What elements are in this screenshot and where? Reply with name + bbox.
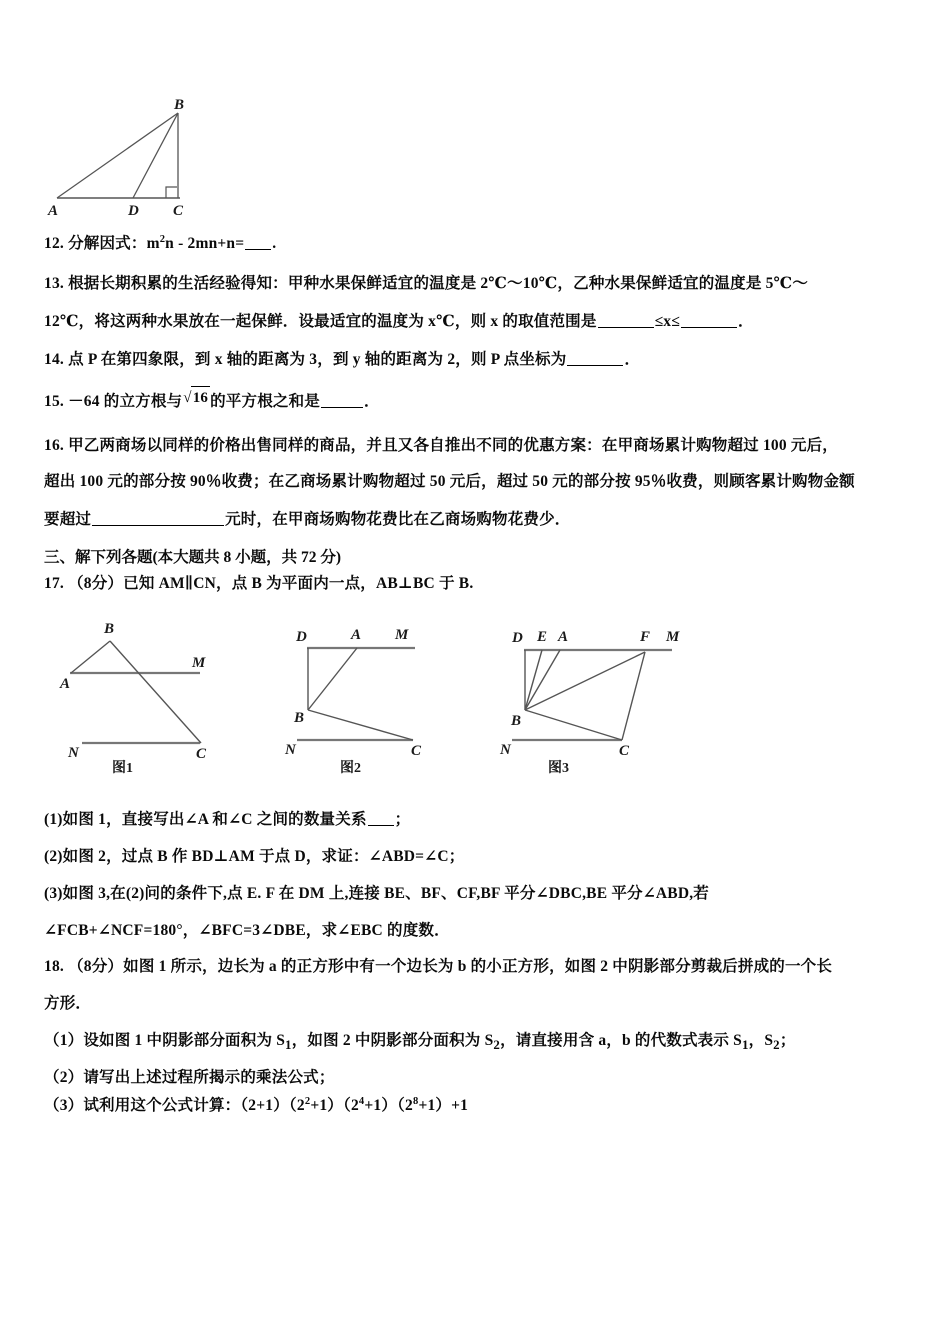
- q13-blank-lower: [598, 327, 654, 328]
- q12-expr-sup: 2: [159, 233, 166, 245]
- q18-p1-sub3: 1: [741, 1037, 749, 1053]
- q18-p1c: ，请直接用含 a，b 的代数式表示 S: [500, 1032, 742, 1049]
- q17-part1-blank: [368, 825, 394, 826]
- figure-3-caption: 图3: [548, 761, 569, 776]
- question-16-line-1: [44, 434, 838, 458]
- q13-number: 13.: [44, 275, 64, 292]
- figure-1-caption: 图1: [112, 761, 133, 776]
- q17-part1-tail: ；: [394, 811, 411, 828]
- q12-expr-base: m: [146, 235, 160, 252]
- q12-blank: [245, 249, 271, 250]
- label-A: A: [48, 203, 59, 219]
- figure3-label-D: D: [512, 630, 523, 646]
- question-14: [44, 348, 640, 372]
- q13-line1: 根据长期积累的生活经验得知：甲种水果保鲜适宜的温度是 2℃～10℃，乙种水果保鲜适宜的温度是 5℃～: [68, 275, 809, 292]
- q13-line2a: 12℃，将这两种水果放在一起保鲜．设最适宜的温度为 x℃，则 x 的取值范围是: [44, 313, 597, 330]
- figure1-label-N: N: [68, 745, 79, 761]
- q13-line2mid: ≤x≤: [654, 313, 680, 330]
- q18-p1a: （1）设如图 1 中阴影部分面积为 S: [44, 1032, 286, 1049]
- q17-number: 17.: [44, 575, 64, 592]
- figure2-label-N: N: [285, 742, 296, 758]
- figure-2-perpendicular-bd: [285, 615, 500, 759]
- q12-expr-rest: n - 2mn+n=: [165, 235, 245, 252]
- label-D: D: [128, 203, 139, 219]
- q12-period: .: [272, 235, 277, 252]
- figure3-label-M: M: [666, 629, 680, 645]
- q15-text-b: 的平方根之和是: [210, 393, 320, 410]
- question-17-part-1: [44, 808, 410, 832]
- q18-p1d: ，S: [748, 1032, 774, 1049]
- figure2-label-B: B: [294, 710, 305, 726]
- question-18-part-1: [44, 1029, 796, 1055]
- q18-p1e: ；: [779, 1032, 796, 1049]
- figure3-label-A: A: [558, 629, 569, 645]
- figure2-label-M: M: [395, 627, 409, 643]
- question-12: [44, 232, 276, 256]
- q18-p3-sup3: 8: [412, 1095, 419, 1107]
- q14-text: 点 P 在第四象限，到 x 轴的距离为 3，到 y 轴的距离为 2，则 P 点坐标为: [68, 351, 567, 368]
- q17-part1-text: (1)如图 1，直接写出∠A 和∠C 之间的数量关系: [44, 811, 367, 828]
- q15-number: 15.: [44, 393, 64, 410]
- q18-p3-sup1: 2: [304, 1095, 311, 1107]
- question-13-line-2: [44, 310, 754, 334]
- figure-triangle-abc: [40, 98, 260, 223]
- figure1-label-M: M: [192, 655, 206, 671]
- q18-number: 18.: [44, 958, 64, 975]
- figure2-label-A: A: [351, 627, 362, 643]
- q18-p3a: （3）试利用这个公式计算：（2+1）（2: [44, 1097, 305, 1114]
- question-17-stem: [44, 572, 473, 596]
- q15-radicand: 16: [191, 386, 210, 410]
- question-18-line-2: 方形．: [44, 995, 92, 1012]
- figure2-label-D: D: [296, 629, 307, 645]
- q16-line2: 超出 100 元的部分按 90％收费；在乙商场累计购物超过 50 元后，超过 50 元的部分按 95％收费，则顾客累计购物金额: [44, 473, 855, 490]
- label-C: C: [173, 203, 184, 219]
- q18-p3c: +1）（2: [364, 1097, 413, 1114]
- q15-text-a: －64 的立方根与: [68, 393, 183, 410]
- q14-period: ．: [624, 351, 641, 368]
- q18-p3d: +1）+1: [418, 1097, 469, 1114]
- figure3-label-B: B: [511, 713, 522, 729]
- q18-p3-sup2: 4: [358, 1095, 365, 1107]
- question-16-line-3: [44, 508, 571, 532]
- question-16-line-2: [44, 470, 855, 494]
- q12-text: 分解因式：: [68, 235, 147, 252]
- label-B: B: [174, 97, 185, 113]
- q16-line3b: 元时，在甲商场购物花费比在乙商场购物花费少．: [225, 511, 571, 528]
- q18-p1-sub1: 1: [285, 1037, 292, 1053]
- question-17-part-3: (3)如图 3,在(2)问的条件下,点 E. F 在 DM 上,连接 BE、BF、CF,BF 平分∠DBC,BE 平分∠ABD,若: [44, 885, 710, 902]
- question-18-part-3: [44, 1094, 468, 1118]
- q14-number: 14.: [44, 351, 64, 368]
- q13-line2b: ．: [737, 313, 754, 330]
- question-13-line-1: [44, 272, 808, 296]
- question-18-part-2: （2）请写出上述过程所揭示的乘法公式；: [44, 1069, 335, 1086]
- figure3-label-C: C: [619, 743, 630, 759]
- q13-blank-upper: [681, 327, 737, 328]
- q16-number: 16.: [44, 437, 64, 454]
- figure-2-caption: 图2: [340, 761, 361, 776]
- q12-number: 12.: [44, 235, 64, 252]
- section-three-heading: 三、解下列各题(本大题共 8 小题，共 72 分): [44, 549, 342, 566]
- q15-blank: [321, 407, 363, 408]
- figure-1-parallel-lines: [60, 615, 285, 762]
- q16-line1: 甲乙两商场以同样的价格出售同样的商品，并且又各自推出不同的优惠方案：在甲商场累计购物超过 100 元后，: [68, 437, 838, 454]
- figure1-label-A: A: [60, 676, 71, 692]
- figure-3-angle-bisectors: [500, 615, 740, 759]
- q18-p1-sub2: 2: [493, 1037, 501, 1053]
- question-17-part-2: (2)如图 2，过点 B 作 BD⊥AM 于点 D，求证：∠ABD=∠C；: [44, 848, 465, 865]
- figure3-label-N: N: [500, 742, 511, 758]
- figure3-label-F: F: [640, 629, 651, 645]
- q18-line1: （8分）如图 1 所示，边长为 a 的正方形中有一个边长为 b 的小正方形，如图 2 中阴影部分剪裁后拼成的一个长: [68, 958, 833, 975]
- question-18-line-1: [44, 955, 832, 979]
- q16-line3a: 要超过: [44, 511, 92, 528]
- figure1-label-B: B: [104, 621, 115, 637]
- q17-stem-text: （8分）已知 AM∥CN，点 B 为平面内一点，AB⊥BC 于 B.: [68, 575, 474, 592]
- question-17-part-3-cont: ∠FCB+∠NCF=180°，∠BFC=3∠DBE，求∠EBC 的度数．: [44, 922, 450, 939]
- figure2-label-C: C: [411, 743, 422, 759]
- q18-p1-sub4: 2: [773, 1037, 780, 1053]
- q16-blank: [92, 525, 224, 526]
- square-root-icon: √16: [182, 386, 210, 410]
- q18-p1b: ，如图 2 中阴影部分面积为 S: [291, 1032, 494, 1049]
- figure1-label-C: C: [196, 746, 207, 762]
- figure3-label-E: E: [537, 629, 548, 645]
- q18-p3b: +1）（2: [310, 1097, 359, 1114]
- q14-blank: [567, 365, 623, 366]
- question-15: [44, 386, 380, 414]
- q15-period: ．: [364, 393, 380, 410]
